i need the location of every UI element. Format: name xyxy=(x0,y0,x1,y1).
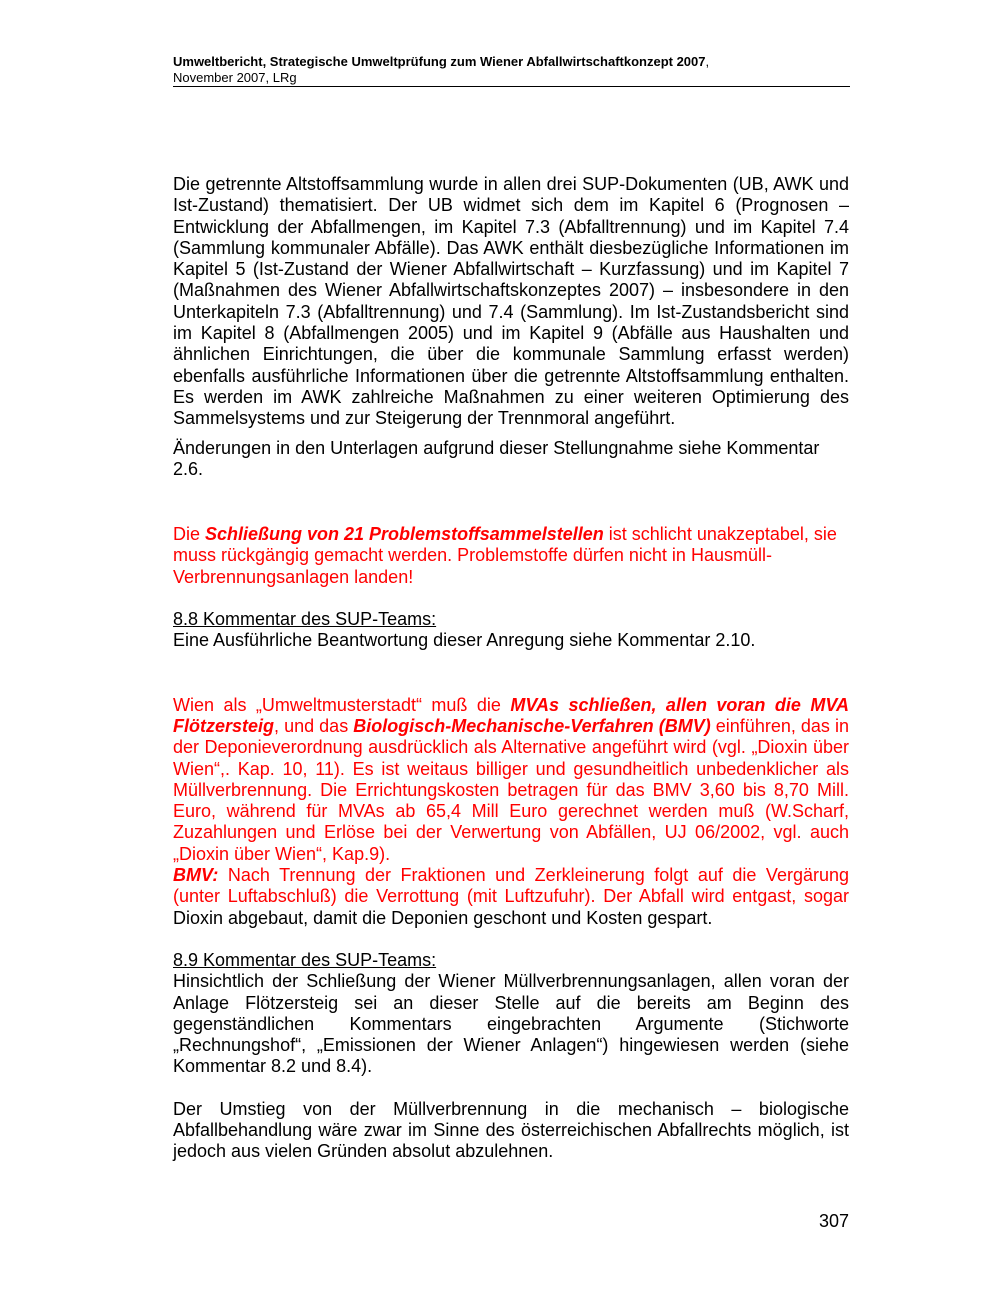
comment-8-8-text: Eine Ausführliche Beantwortung dieser Anregung siehe Kommentar 2.10. xyxy=(173,630,756,651)
statement-text: einführen, das in der Deponieverordnung ausdrücklich als Alternative angeführt wird (vgl. „Dioxin über Wien“,. Kap. 10, 11). Es ist weitaus billiger und gesundheitlich unbedenklicher als Müllverbrennung. Die Errichtungskosten betragen für das BMV 3,60 bis 8,70 Mill. Euro, während für MVAs ab 65,4 Mill Euro gerechnet werden muß (W.Scharf, Zuzahlungen und Erlöse bei der Verwertung von Abfällen, UJ 06/2002, vgl. auch „Dioxin über Wien“, Kap.9). xyxy=(173,715,849,864)
statement-text: , und das xyxy=(274,715,354,736)
paragraph-altstoffsammlung: Die getrennte Altstoffsammlung wurde in allen drei SUP-Dokumenten (UB, AWK und Ist-Zustand) thematisiert. Der UB widmet sich dem im Kapitel 6 (Prognosen – Entwicklung der Abfallmengen, im Kapitel 7.3 (Abfalltrennung) und im Kapitel 7.4 (Sammlung kommunaler Abfälle). Das AWK enthält diesbezügliche Informationen im Kapitel 5 (Ist-Zustand der Wiener Abfallwirtschaft – Kurzfassung) und im Kapitel 7 (Maßnahmen des Wiener Abfallwirtschaftskonzeptes 2007) – insbesondere in den Unterkapiteln 7.3 (Abfalltrennung) und 7.4 (Sammlung). Im Ist-Zustandsbericht sind im Kapitel 8 (Abfallmengen 2005) und im Kapitel 9 (Abfälle aus Haushalten und ähnlichen Einrichtungen, die über die kommunale Sammlung erfasst werden) ebenfalls ausführliche Informationen über die getrennte Altstoffsammlung enthalten. Es werden im AWK zahlreiche Maßnahmen zu einer weiteren Optimierung des Sammelsystems und zur Steigerung der Trennmoral angeführt. xyxy=(173,174,849,429)
header-title-line xyxy=(173,54,850,70)
statement-problemstoffsammelstellen xyxy=(173,524,849,588)
comment-8-9-text-2: Der Umstieg von der Müllverbrennung in die mechanisch – biologische Abfallbehandlung wäre zwar im Sinne des österreichischen Abfallrechts möglich, ist jedoch aus vielen Gründen absolut abzulehnen. xyxy=(173,1098,849,1162)
header-title-suffix: , xyxy=(705,54,710,69)
comment-8-9-heading: 8.9 Kommentar des SUP-Teams: xyxy=(173,949,437,970)
statement-text: Nach Trennung der Fraktionen und Zerkleinerung folgt auf die Vergärung (unter Luftabschluß) die Verrottung (mit Luftzufuhr). Der Abfall wird entgast, sogar xyxy=(173,865,849,907)
statement-mva-bmv xyxy=(173,695,849,929)
page-number: 307 xyxy=(818,1211,849,1231)
statement-emphasis: Biologisch-Mechanische-Verfahren (BMV) xyxy=(353,715,711,736)
comment-8-8-heading: 8.8 Kommentar des SUP-Teams: xyxy=(173,609,437,630)
statement-text: Wien als „Umweltmusterstadt“ muß die xyxy=(173,694,511,715)
statement-text: Die xyxy=(173,524,206,545)
comment-8-9-text: Hinsichtlich der Schließung der Wiener Müllverbrennungsanlagen, allen voran der Anlage Flötzersteig sei an dieser Stelle auf die bereits am Beginn des gegenständlichen Kommentars eingebrachten Argumente (Stichworte „Rechnungshof“, „Emissionen der Wiener Anlagen“) hingewiesen werden (siehe Kommentar 8.2 und 8.4). xyxy=(173,971,849,1077)
statement-emphasis: MVAs schließen, allen voran die MVA Flötzersteig xyxy=(173,694,849,736)
header-subtitle: November 2007, LRg xyxy=(173,70,297,85)
statement-emphasis: Schließung von 21 Problemstoffsammelstellen xyxy=(205,524,604,545)
paragraph-aenderungen: Änderungen in den Unterlagen aufgrund dieser Stellungnahme siehe Kommentar 2.6. xyxy=(173,437,820,479)
statement-emphasis: BMV: xyxy=(173,865,219,886)
statement-text: ist schlicht unakzeptabel, sie muss rückgängig gemacht werden. Problemstoffe dürfen nicht in Hausmüll-Verbrennungsanlagen landen! xyxy=(173,524,837,587)
page-header xyxy=(173,54,850,85)
document-body xyxy=(173,174,849,1163)
header-title: Umweltbericht, Strategische Umweltprüfung zum Wiener Abfallwirtschaftkonzept 2007 xyxy=(173,54,706,69)
header-divider xyxy=(173,86,850,87)
statement-text: Dioxin abgebaut, damit die Deponien geschont und Kosten gespart. xyxy=(173,907,713,928)
